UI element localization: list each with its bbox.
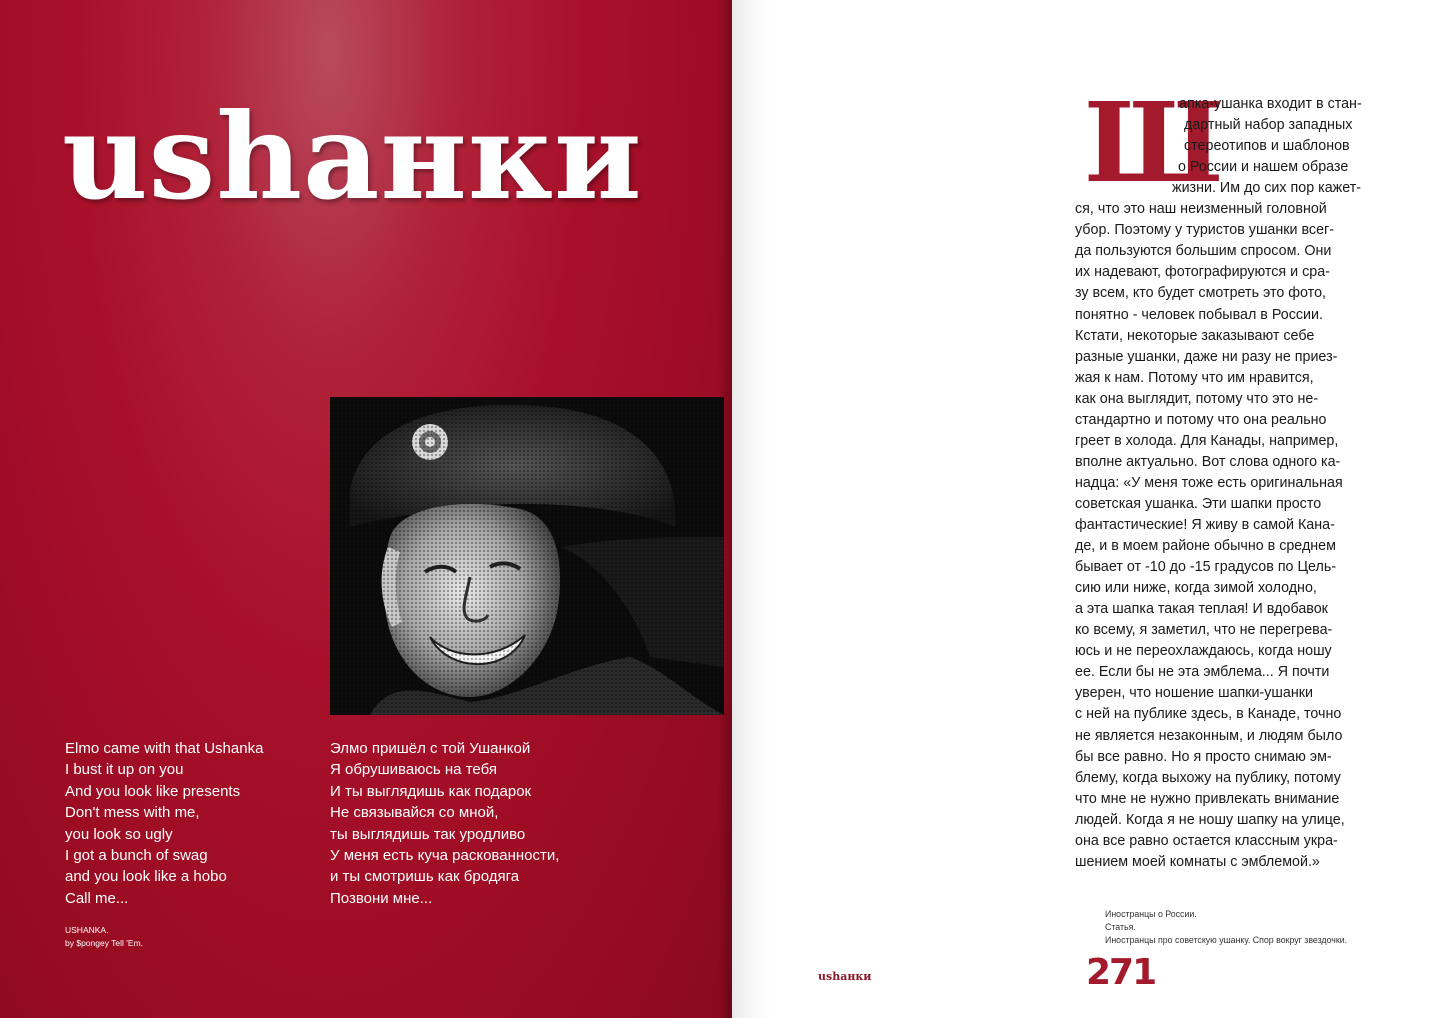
article-line: Кстати, некоторые заказывают себе: [1075, 327, 1315, 344]
article-line: да пользуются большим спросом. Они: [1075, 243, 1332, 260]
credit-line: by $pongey Tell 'Em.: [65, 938, 144, 948]
lyric-line: And you look like presents: [65, 782, 241, 800]
article-line: фантастические! Я живу в самой Кана-: [1075, 517, 1335, 533]
article-line: жизни. Им до сих пор кажет-: [1172, 180, 1362, 197]
lyric-line: Я обрушиваюсь на тебя: [330, 761, 497, 779]
photo-man-in-ushanka: [330, 397, 724, 715]
lyrics-english: [65, 738, 263, 909]
footer-logo: ushaнки: [818, 970, 872, 983]
article-line: что мне не нужно привлекать внимание: [1075, 790, 1340, 807]
song-credit: [65, 924, 143, 950]
lyric-line: У меня есть куча раскованности,: [330, 847, 560, 865]
article-line: ко всему, я заметил, что не перегрева-: [1075, 622, 1333, 639]
lyric-line: and you look like a hobo: [65, 868, 227, 886]
lyric-line: ты выглядишь так уродливо: [330, 825, 526, 843]
article-line: как она выглядит, потому что это не-: [1075, 390, 1319, 407]
lyric-line: Позвони мне...: [330, 889, 433, 907]
article-line: жая к нам. Потому что им нравится,: [1075, 369, 1314, 386]
article-line: юсь и не переохлаждаюсь, когда ношу: [1075, 643, 1332, 660]
article-line: убор. Поэтому у туристов ушанки всег-: [1075, 222, 1334, 239]
article-footnote: [1105, 908, 1347, 947]
article-line: бывает от -10 до -15 градусов по Цель-: [1075, 559, 1337, 576]
article-line: их надевают, фотографируются и сра-: [1075, 264, 1330, 281]
article-line: не является незаконным, и людям было: [1075, 727, 1343, 744]
article-line: бы все равно. Но я просто снимаю эм-: [1075, 748, 1332, 765]
lyrics-russian: [330, 738, 559, 909]
drop-cap: Ш: [1084, 78, 1224, 207]
article-line: о России и нашем образе: [1178, 159, 1349, 176]
footnote-line: Иностранцы о России.: [1105, 909, 1197, 919]
footnote-line: Иностранцы про советскую ушанку. Спор вокруг звездочки.: [1105, 935, 1348, 945]
article-line: стереотипов и шаблонов: [1184, 138, 1350, 155]
article-line: понятно - человек побывал в России.: [1075, 306, 1323, 323]
article-line: зу всем, кто будет смотреть это фото,: [1075, 285, 1326, 302]
lyric-line: I got a bunch of swag: [65, 847, 208, 865]
article-line: а эта шапка такая теплая! И вдобавок: [1075, 601, 1328, 618]
page-number: 271: [1086, 952, 1156, 993]
footnote-line: Статья.: [1105, 922, 1136, 932]
article-line: вполне актуально. Вот слова одного ка-: [1075, 453, 1341, 470]
lyric-line: you look so ugly: [65, 825, 173, 843]
right-page: [732, 0, 1440, 1018]
lyric-line: Elmo came with that Ushanka: [65, 740, 264, 757]
article-line: греет в холода. Для Канады, например,: [1075, 432, 1339, 449]
credit-line: USHANKA.: [65, 925, 109, 935]
article-line: людей. Когда я не ношу шапку на улице,: [1075, 811, 1345, 828]
article-line: разные ушанки, даже ни разу не приез-: [1075, 348, 1338, 365]
article-line: шением моей комнаты с эмблемой.»: [1075, 853, 1320, 870]
lyric-line: Не связывайся со мной,: [330, 804, 499, 822]
lyric-line: И ты выглядишь как подарок: [330, 782, 532, 800]
article-line: блему, когда выхожу на публику, потому: [1075, 769, 1341, 786]
article-line: сию или ниже, когда зимой холодно,: [1075, 580, 1317, 597]
article-line: с ней на публике здесь, в Канаде, точно: [1075, 706, 1342, 723]
lyric-line: Call me...: [65, 889, 129, 907]
halftone-portrait-image: [330, 397, 724, 715]
page-title: ushaнки: [62, 87, 643, 226]
article-line: стандартно и потому что она реально: [1075, 411, 1327, 428]
article-line: она все равно остается классным укра-: [1075, 832, 1338, 849]
article-line: дартный набор западных: [1184, 117, 1353, 134]
lyric-line: Don't mess with me,: [65, 804, 200, 822]
lyric-line: и ты смотришь как бродяга: [330, 868, 520, 886]
lyric-line: Элмо пришёл с той Ушанкой: [330, 740, 531, 757]
article-line: ее. Если бы не эта эмблема... Я почти: [1075, 664, 1330, 681]
article-line: де, и в моем районе обычно в среднем: [1075, 538, 1336, 555]
article-line: ся, что это наш неизменный головной: [1075, 201, 1327, 218]
article-line: апка-ушанка входит в стан-: [1179, 96, 1362, 112]
article-line: советская ушанка. Эти шапки просто: [1075, 495, 1322, 512]
article-line: уверен, что ношение шапки-ушанки: [1075, 685, 1313, 702]
article-line: надца: «У меня тоже есть оригинальная: [1075, 474, 1343, 491]
lyric-line: I bust it up on you: [65, 761, 184, 779]
